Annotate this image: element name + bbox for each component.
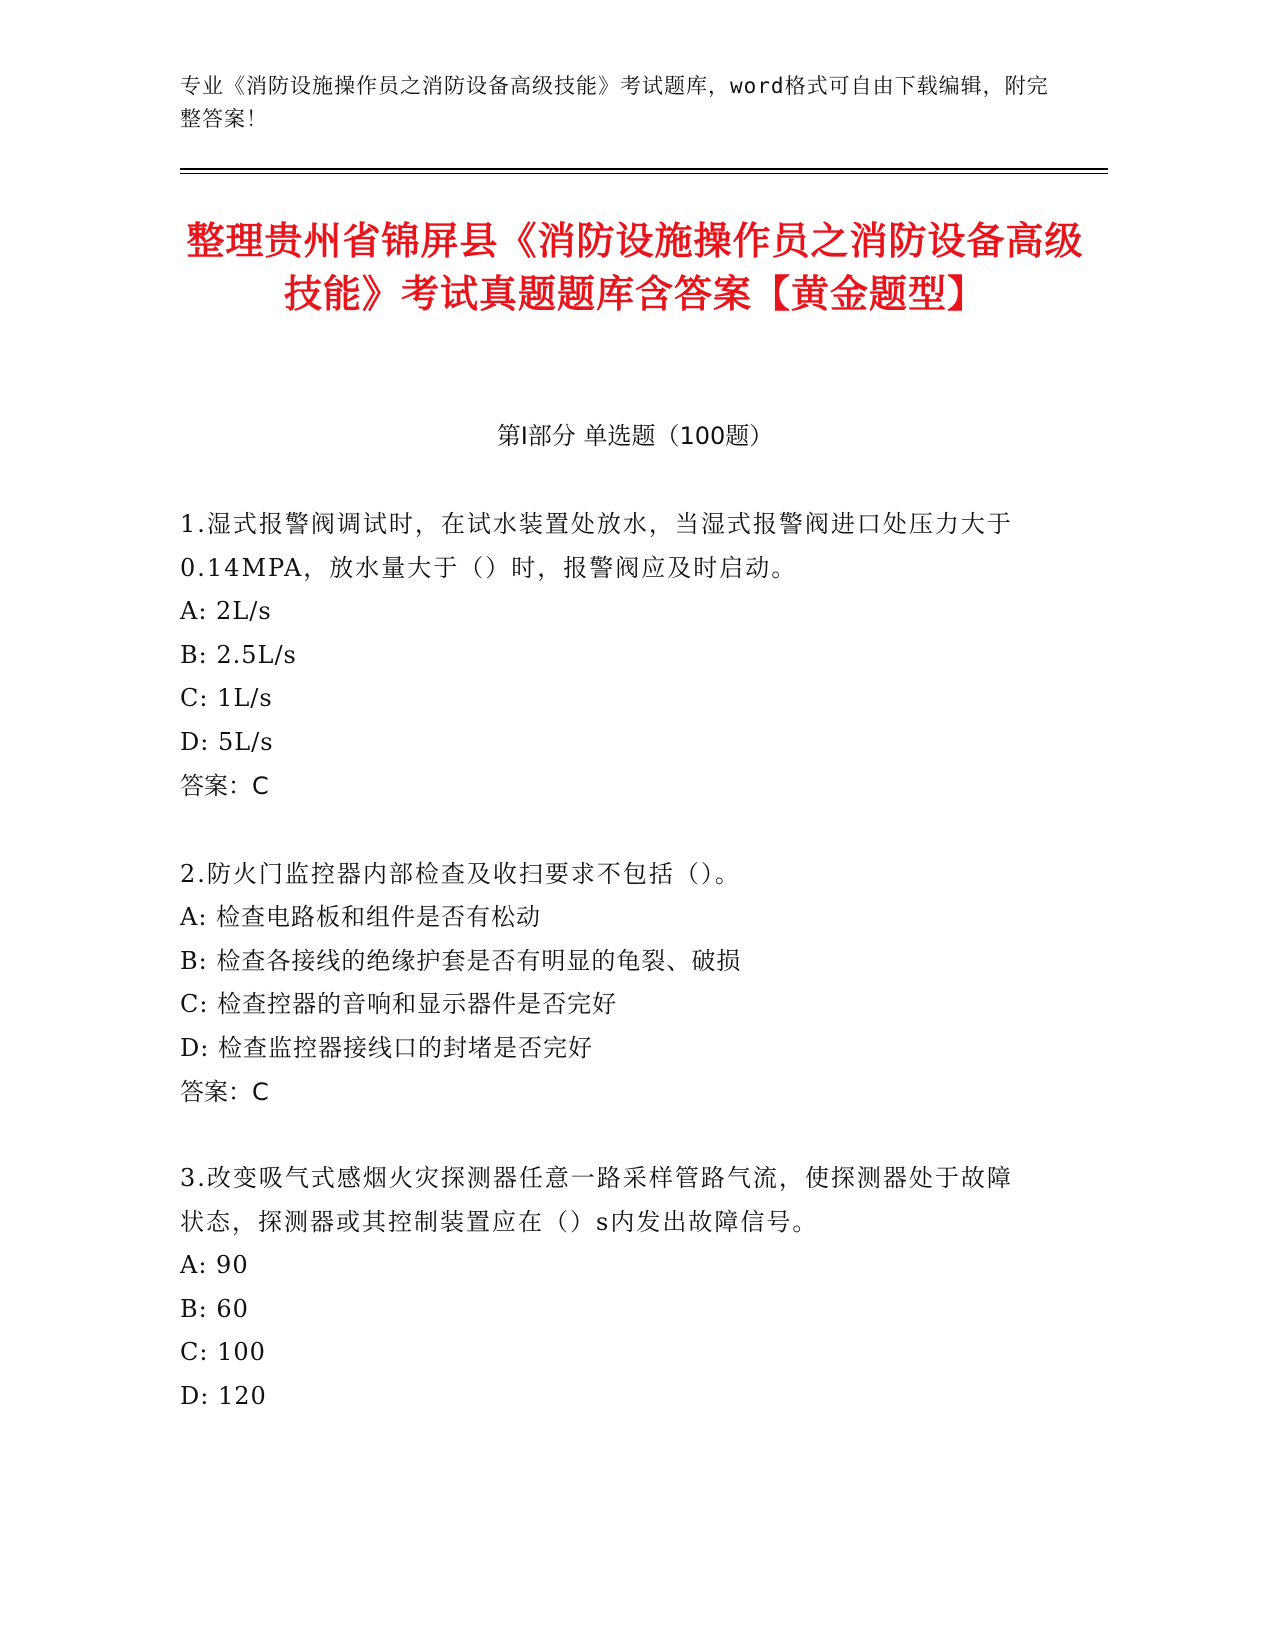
question-3 bbox=[180, 1156, 1030, 1418]
question-stem: 3.改变吸气式感烟火灾探测器任意一路采样管路气流，使探测器处于故障状态，探测器或其控制装置应在（）s内发出故障信号。 bbox=[180, 1164, 1013, 1236]
option-b: B: 检查各接线的绝缘护套是否有明显的龟裂、破损 bbox=[180, 946, 742, 975]
document-title: 整理贵州省锦屏县《消防设施操作员之消防设备高级技能》考试真题题库含答案【黄金题型】 bbox=[186, 219, 1084, 316]
answer-line: 答案：C bbox=[180, 1078, 269, 1106]
option-a: A: 2L/s bbox=[180, 597, 272, 625]
option-b: B: 60 bbox=[180, 1294, 249, 1323]
option-a: A: 90 bbox=[180, 1251, 249, 1279]
answer-line: 答案：C bbox=[180, 772, 269, 800]
document-header-note: 专业《消防设施操作员之消防设备高级技能》考试题库，word格式可自由下载编辑，附完整答案！ bbox=[180, 74, 1049, 131]
option-c: C: 100 bbox=[180, 1338, 266, 1366]
option-b: B: 2.5L/s bbox=[180, 640, 297, 669]
question-2 bbox=[180, 852, 1030, 1114]
option-a: A: 检查电路板和组件是否有松动 bbox=[180, 903, 542, 931]
section-heading: 第Ⅰ部分 单选题（100题） bbox=[496, 422, 774, 450]
header-divider-thin bbox=[180, 173, 1108, 174]
question-1 bbox=[180, 502, 1030, 808]
option-d: D: 120 bbox=[180, 1381, 267, 1410]
option-c: C: 检查控器的音响和显示器件是否完好 bbox=[180, 990, 618, 1018]
option-d: D: 5L/s bbox=[180, 727, 274, 756]
question-stem: 1.湿式报警阀调试时，在试水装置处放水，当湿式报警阀进口处压力大于0.14MPA，放水量大于（）时，报警阀应及时启动。 bbox=[180, 510, 1013, 582]
header-divider-thick bbox=[180, 168, 1108, 170]
option-c: C: 1L/s bbox=[180, 684, 273, 712]
question-stem: 2.防火门监控器内部检查及收扫要求不包括（）。 bbox=[180, 860, 741, 888]
option-d: D: 检查监控器接线口的封堵是否完好 bbox=[180, 1033, 593, 1062]
